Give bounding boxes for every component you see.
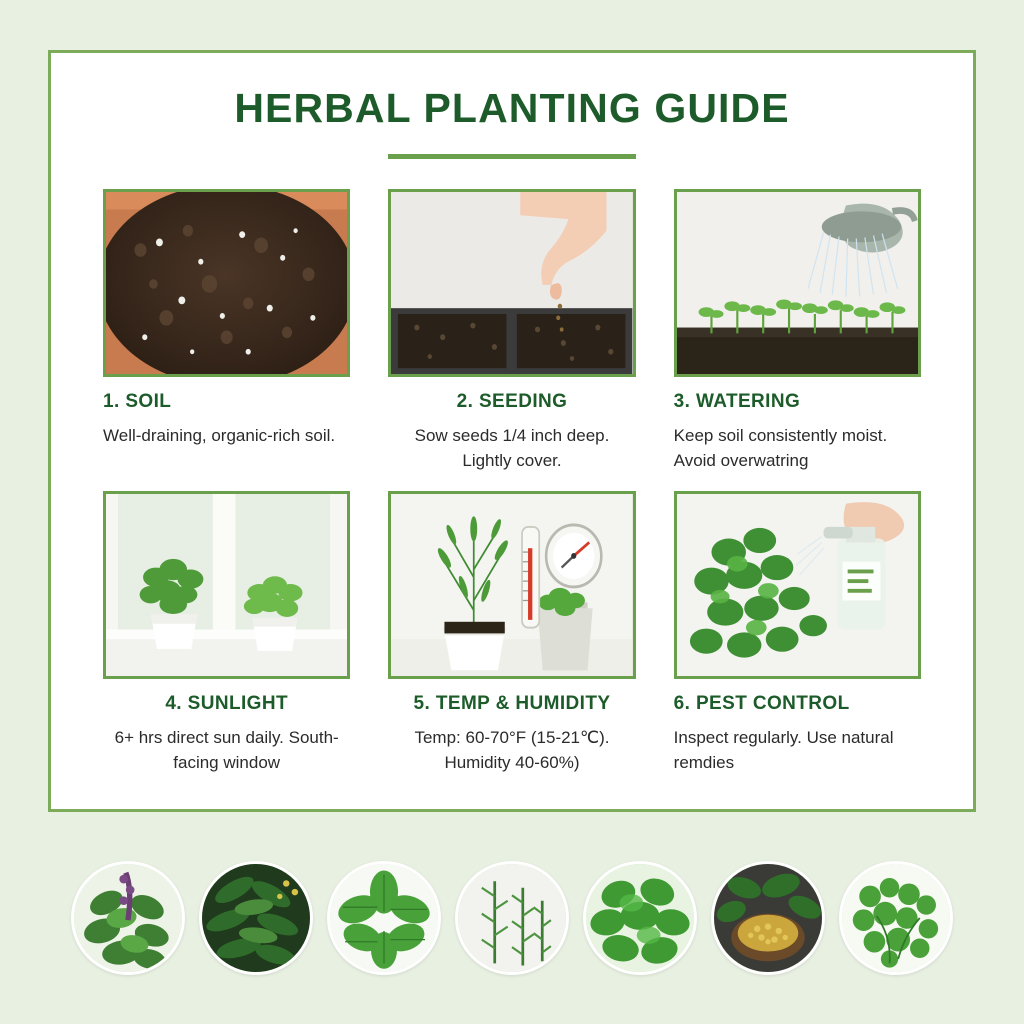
step-title: 3. WATERING — [673, 391, 801, 412]
herb-thumbnail-strip — [0, 838, 1024, 998]
step-description: 6+ hrs direct sun daily. South-facing window — [114, 728, 339, 772]
spray-bottle-misting-mint-photo — [674, 491, 921, 679]
watering-can-over-seedlings-photo — [674, 189, 921, 377]
step-description: Temp: 60-70°F (15-21℃). Humidity 40-60%) — [414, 728, 610, 772]
title-divider — [388, 154, 636, 159]
mustard-seeds-bowl-thumb — [711, 861, 825, 975]
cilantro-leaves-thumb — [839, 861, 953, 975]
step-title: 4. SUNLIGHT — [165, 693, 288, 715]
step-card-sunlight — [103, 491, 350, 775]
poster-card — [48, 50, 976, 812]
page-title: HERBAL PLANTING GUIDE — [234, 85, 790, 131]
step-description: Sow seeds 1/4 inch deep. Lightly cover. — [414, 426, 610, 470]
mint-leaves-thumb — [583, 861, 697, 975]
step-title: 1. SOIL — [103, 391, 172, 412]
rosemary-sprigs-thumb — [455, 861, 569, 975]
step-card-temp-humidity — [388, 491, 635, 775]
potting-soil-in-terracotta-pot-photo — [103, 189, 350, 377]
step-card-watering — [674, 189, 921, 473]
step-description: Well-draining, organic-rich soil. — [103, 426, 336, 445]
step-description: Keep soil consistently moist. Avoid overwatring — [673, 426, 888, 470]
step-card-soil — [103, 189, 350, 473]
step-title: 6. PEST CONTROL — [673, 693, 850, 715]
bay-laurel-leaves-thumb — [199, 861, 313, 975]
sweet-basil-leaves-thumb — [327, 861, 441, 975]
thermometer-with-herbs-photo — [388, 491, 635, 679]
basil-purple-sprig-thumb — [71, 861, 185, 975]
step-card-pest-control — [674, 491, 921, 775]
step-description: Inspect regularly. Use natural remdies — [673, 728, 894, 772]
hand-sowing-seeds-in-tray-photo — [388, 189, 635, 377]
steps-grid — [103, 189, 921, 776]
step-card-seeding — [388, 189, 635, 473]
step-title: 5. TEMP & HUMIDITY — [413, 693, 611, 715]
step-title: 2. SEEDING — [456, 391, 568, 412]
herb-pots-on-sunny-windowsill-photo — [103, 491, 350, 679]
